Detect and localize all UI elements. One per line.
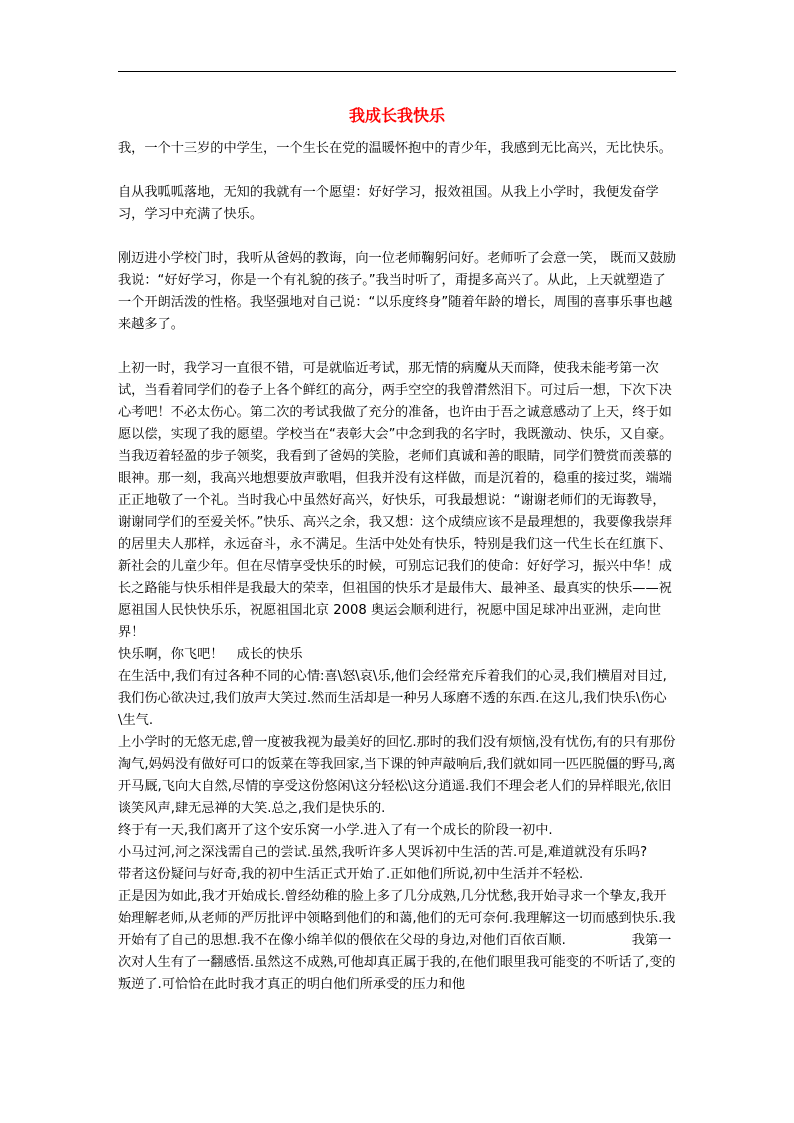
paragraph-pony: 小马过河,河之深浅需自己的尝试.虽然,我听许多人哭诉初中生活的苦.可是,难道就没有乐吗? — [118, 845, 648, 860]
paragraph-first-year: 上初一时，我学习一直很不错，可是就临近考试，那无情的病魔从天而降，使我未能考第一次试，当看着同学们的卷子上各个鲜红的高分，两手空空的我曾潸然泪下。可过后一想，下次下决心考吧！不必太伤心。第二次的考试我做了充分的准备，也许由于吾之诚意感动了上天，终于如愿以偿，实现了我的愿望。学校当在“表彰大会”中念到我的名字时，我既激动、快乐，又自豪。当我迈着轻盈的步子领奖，我看到了爸妈的笑脸，老师们真诚和善的眼睛，同学们赞赏而羡慕的眼神。那一刻，我高兴地想要放声歌唱，但我并没有这样做，而是沉着的，稳重的接过奖，端端正正地敬了一个礼。当时我心中虽然好高兴，好快乐，可我最想说：“谢谢老师们的无诲教导，谢谢同学们的至爱关怀。”快乐、高兴之余，我又想：这个成绩应该不是最理想的，我要像我崇拜的居里夫人那样，永远奋斗，永不满足。生活中处处有快乐，特别是我们这一代生长在红旗下、新社会的儿童少年。但在尽情享受快乐的时候，可别忘记我们的使命：好好学习，振兴中华！成长之路能与快乐相伴是我最大的荣幸，但祖国的快乐才是最伟大、最神圣、最真实的快乐——祝愿祖国人民快快乐乐，祝愿祖国北京 2008 奥运会顺利进行，祝愿中国足球冲出亚洲，走向世界！ — [118, 361, 673, 640]
paragraph-primary-school: 刚迈进小学校门时，我听从爸妈的教诲，向一位老师鞠躬问好。老师听了会意一笑， 既而又鼓励我说：“好好学习，你是一个有礼貌的孩子。”我当时听了，甭提多高兴了。从此，上天就塑造了一个开朗活泼的性格。我坚强地对自己说：“以乐度终身”随着年龄的增长，周围的喜事乐事也越来越多了。 — [118, 251, 677, 332]
paragraph-carefree: 上小学时的无悠无虑,曾一度被我视为最美好的回忆.那时的我们没有烦恼,没有忧伤,有的只有那份淘气,妈妈没有做好可口的饭菜在等我回家,当下课的钟声敲响后,我们就如同一匹匹脱僵的野马,离开马厩,飞向大自然,尽情的享受这份悠闲\这分轻松\这分逍遥.我们不理会老人们的异样眼光,依旧谈笑风声,肆无忌禅的大笑.总之,我们是快乐的. — [118, 735, 676, 816]
paragraph-moods: 在生活中,我们有过各种不同的心情:喜\怒\哀\乐,他们会经常充斥着我们的心灵,我们横眉对目过,我们伤心欲决过,我们放声大笑过.然而生活却是一种另人琢磨不透的东西.在这儿,我们快乐\伤心\生气. — [118, 669, 667, 728]
paragraph-spacer — [118, 160, 678, 182]
paragraph-intro: 我，一个十三岁的中学生，一个生长在党的温暖怀抱中的青少年，我感到无比高兴，无比快乐。 — [118, 141, 672, 156]
paragraph-leaving: 终于有一天,我们离开了这个安乐窝一小学.进入了有一个成长的阶段一初中. — [118, 823, 553, 838]
header-rule — [118, 71, 676, 72]
paragraph-spacer — [118, 226, 678, 248]
document-body — [118, 138, 678, 996]
paragraph-subheading: 快乐啊，你飞吧！ 成长的快乐 — [118, 647, 303, 662]
paragraph-spacer — [118, 336, 678, 358]
paragraph-wish: 自从我呱呱落地，无知的我就有一个愿望：好好学习，报效祖国。从我上小学时，我便发奋学习，学习中充满了快乐。 — [118, 185, 659, 222]
paragraph-growth: 正是因为如此,我才开始成长.曾经幼稚的脸上多了几分成熟,几分忧愁,我开始寻求一个挚友,我开始理解老师,从老师的严厉批评中领略到他们的和蔼,他们的无可奈何.我理解这一切而感到快乐.我开始有了自己的思想.我不在像小绵羊似的偎依在父母的身边,对他们百依百顺. 我第一次对人生有了一翻感悟.虽然这不成熟,可他却真正属于我的,在他们眼里我可能变的不听话了,变的叛逆了.可恰恰在此时我才真正的明白他们所承受的压力和他 — [118, 889, 676, 992]
paragraph-curiosity: 带者这份疑问与好奇,我的初中生活正式开始了.正如他们所说,初中生活并不轻松. — [118, 867, 584, 882]
document-title: 我成长我快乐 — [348, 106, 445, 125]
